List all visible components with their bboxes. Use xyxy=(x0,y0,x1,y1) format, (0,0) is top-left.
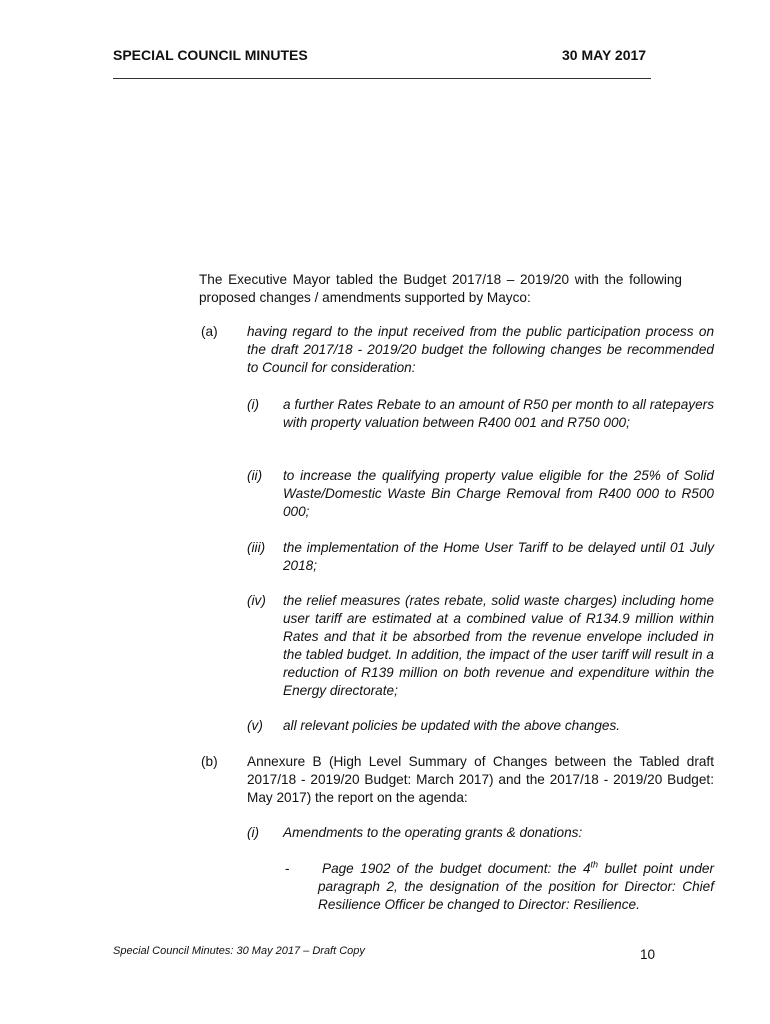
subitem-text: all relevant policies be updated with the above changes. xyxy=(283,718,621,733)
header-rule xyxy=(113,78,651,79)
subitem-text: the relief measures (rates rebate, solid waste charges) including home user tariff are estimated at a combined value of R134.9 million within Rates and that it be absorbed from the revenue envelope included in the tabled budget. In addition, the impact of the user tariff will result in a reduction of R139 million on both revenue and expenditure within the Energy directorate; xyxy=(283,593,714,698)
subitem-label: (v) xyxy=(247,718,263,733)
subitem-label: (iii) xyxy=(247,540,266,555)
subitem-text: to increase the qualifying property value eligible for the 25% of Solid Waste/Domestic Waste Bin Charge Removal from R400 000 to R500 000; xyxy=(283,468,714,519)
bullet-mark: - xyxy=(285,861,290,876)
subitem-text: a further Rates Rebate to an amount of R50 per month to all ratepayers with property valuation between R400 001 and R750 000; xyxy=(283,397,714,430)
bullet-text: Page 1902 of the budget document: the 4th bullet point under paragraph 2, the designation of the position for Director: Chief Resilience Officer be changed to Director: Resilience. xyxy=(318,859,715,912)
intro-paragraph: The Executive Mayor tabled the Budget 2017/18 – 2019/20 with the following proposed changes / amendments supported by Mayco: xyxy=(199,272,682,305)
item-b-text: Annexure B (High Level Summary of Changes between the Tabled draft 2017/18 - 2019/20 Budget: March 2017) and the 2017/18 - 2019/20 Budget: May 2017) the report on the agenda: xyxy=(247,754,714,805)
item-b-label: (b) xyxy=(201,754,218,769)
subitem-label: (ii) xyxy=(247,468,263,483)
page-number: 10 xyxy=(640,947,656,962)
item-a-label: (a) xyxy=(201,324,218,339)
subitem-label: (i) xyxy=(247,397,260,412)
header-date: 30 MAY 2017 xyxy=(562,47,647,63)
subitem-label: (iv) xyxy=(247,593,266,608)
item-b-sub-text: Amendments to the operating grants & donations: xyxy=(283,825,583,840)
item-b-sub-label: (i) xyxy=(247,825,260,840)
item-a-text: having regard to the input received from the public participation process on the draft 2017/18 - 2019/20 budget the following changes be recommended to Council for consideration: xyxy=(247,324,714,375)
footer-text: Special Council Minutes: 30 May 2017 – Draft Copy xyxy=(113,945,365,957)
subitem-text: the implementation of the Home User Tariff to be delayed until 01 July 2018; xyxy=(283,540,714,573)
header-title: SPECIAL COUNCIL MINUTES xyxy=(113,47,308,63)
